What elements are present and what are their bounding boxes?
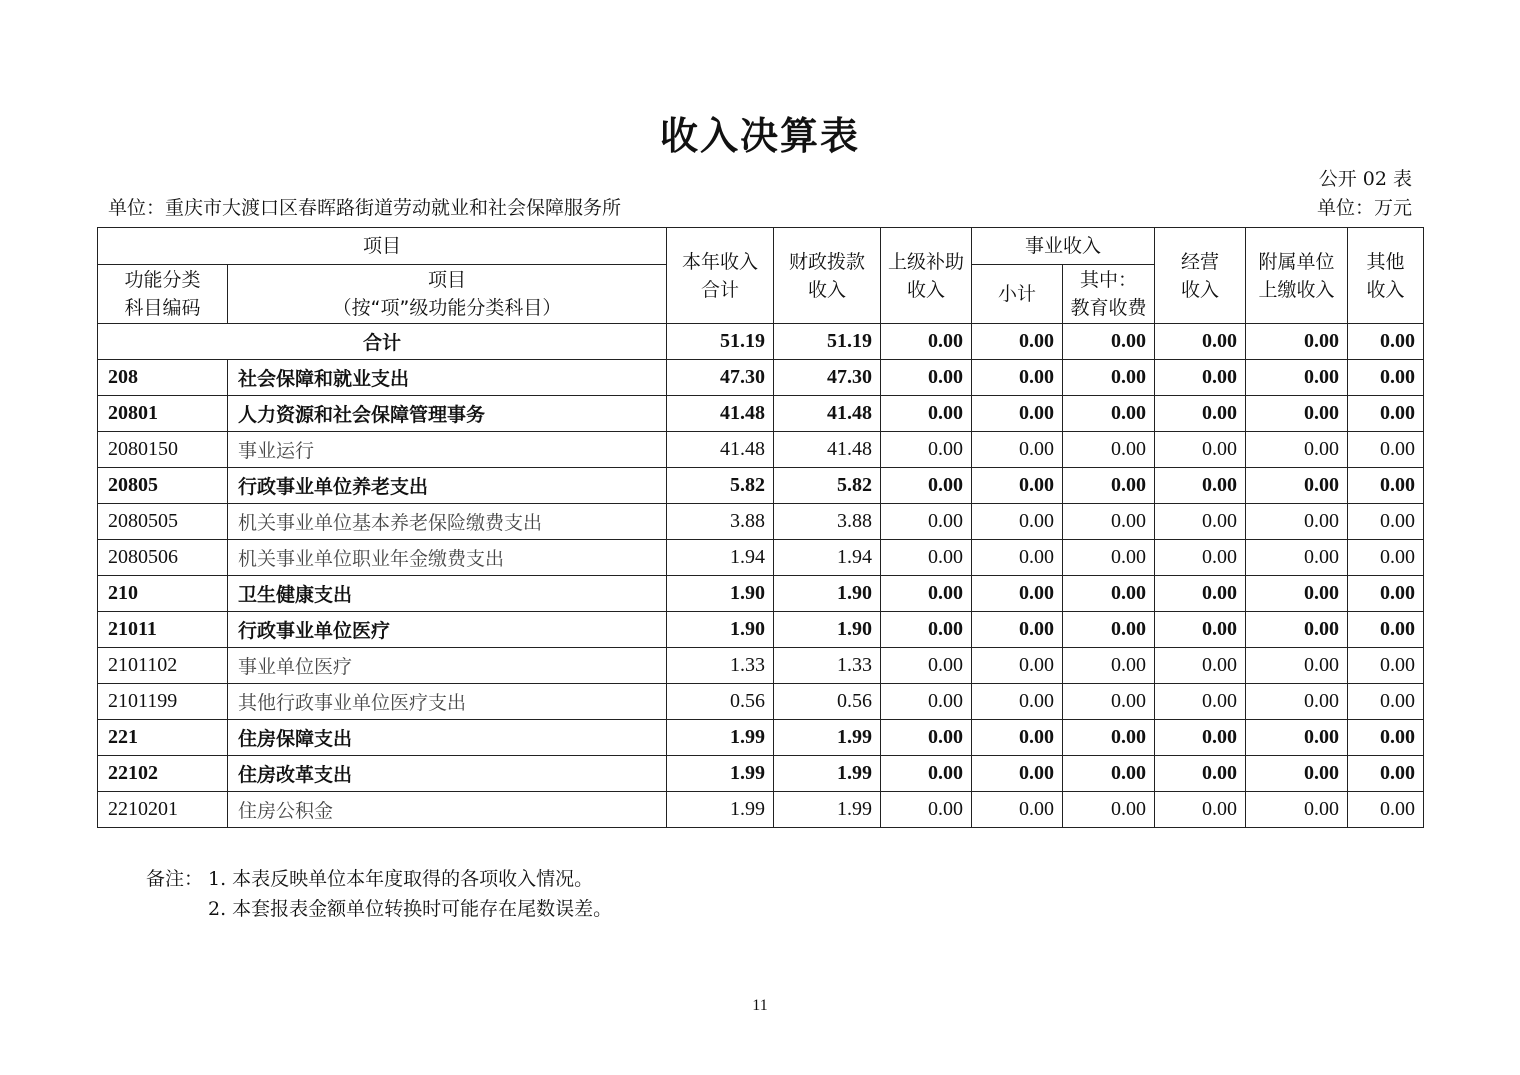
amount-cell: 0.00 — [972, 360, 1063, 396]
total-value: 0.00 — [1063, 324, 1155, 360]
header-business-subtotal: 小计 — [972, 265, 1063, 324]
amount-cell: 0.00 — [972, 504, 1063, 540]
amount-cell: 0.00 — [1063, 504, 1155, 540]
amount-cell: 0.00 — [1246, 540, 1348, 576]
page-number: 11 — [752, 997, 768, 1014]
amount-cell: 1.90 — [667, 612, 774, 648]
amount-cell: 47.30 — [774, 360, 881, 396]
total-value: 0.00 — [881, 324, 972, 360]
amount-cell: 0.00 — [972, 540, 1063, 576]
function-code: 2080505 — [98, 504, 228, 540]
amount-cell: 0.56 — [667, 684, 774, 720]
amount-cell: 0.00 — [972, 396, 1063, 432]
amount-cell: 0.00 — [1246, 792, 1348, 828]
amount-cell: 0.00 — [1246, 648, 1348, 684]
amount-cell: 0.00 — [1063, 720, 1155, 756]
function-code: 2080150 — [98, 432, 228, 468]
header-business-income: 事业收入 — [972, 228, 1155, 265]
amount-cell: 0.00 — [1063, 540, 1155, 576]
item-name: 行政事业单位医疗 — [228, 612, 667, 648]
amount-cell: 0.00 — [972, 612, 1063, 648]
amount-cell: 1.90 — [774, 576, 881, 612]
amount-cell: 0.00 — [1348, 396, 1424, 432]
notes — [146, 864, 612, 924]
amount-cell: 41.48 — [774, 396, 881, 432]
income-statement-table — [97, 227, 1424, 828]
amount-cell: 0.00 — [1246, 468, 1348, 504]
header-superior-subsidy: 上级补助 收入 — [881, 228, 972, 324]
amount-cell: 0.00 — [1063, 432, 1155, 468]
amount-cell: 0.00 — [1063, 396, 1155, 432]
amount-cell: 0.00 — [1063, 792, 1155, 828]
amount-cell: 0.00 — [881, 540, 972, 576]
amount-cell: 41.48 — [667, 396, 774, 432]
amount-cell: 0.00 — [881, 756, 972, 792]
amount-cell: 0.00 — [1348, 432, 1424, 468]
amount-cell: 0.00 — [1155, 612, 1246, 648]
form-number: 公开 02 表 — [1318, 168, 1412, 190]
amount-cell: 0.00 — [972, 648, 1063, 684]
amount-cell: 0.00 — [1348, 648, 1424, 684]
amount-cell: 0.00 — [1246, 576, 1348, 612]
item-name: 住房公积金 — [228, 792, 667, 828]
amount-cell: 0.00 — [1155, 576, 1246, 612]
amount-cell: 0.00 — [1155, 720, 1246, 756]
amount-cell: 0.00 — [1246, 360, 1348, 396]
total-value: 0.00 — [1246, 324, 1348, 360]
table-row — [98, 576, 1424, 612]
table-row — [98, 540, 1424, 576]
amount-cell: 0.00 — [881, 360, 972, 396]
amount-cell: 1.90 — [774, 612, 881, 648]
amount-cell: 0.00 — [881, 792, 972, 828]
amount-cell: 1.94 — [774, 540, 881, 576]
header-item-name: 项目 （按“项”级功能分类科目） — [228, 265, 667, 324]
amount-cell: 0.00 — [1246, 720, 1348, 756]
item-name: 住房改革支出 — [228, 756, 667, 792]
amount-cell: 0.00 — [1348, 576, 1424, 612]
reporting-unit: 单位：重庆市大渡口区春晖路街道劳动就业和社会保障服务所 — [108, 197, 622, 219]
header-project: 项目 — [98, 228, 667, 265]
note-item: 2. 本套报表金额单位转换时可能存在尾数误差。 — [208, 898, 613, 920]
amount-cell: 3.88 — [667, 504, 774, 540]
amount-cell: 0.00 — [1348, 468, 1424, 504]
amount-cell: 47.30 — [667, 360, 774, 396]
amount-cell: 0.00 — [1063, 360, 1155, 396]
function-code: 21011 — [98, 612, 228, 648]
table-row — [98, 720, 1424, 756]
table-row — [98, 756, 1424, 792]
amount-cell: 1.99 — [667, 720, 774, 756]
item-name: 事业运行 — [228, 432, 667, 468]
amount-cell: 0.00 — [1155, 396, 1246, 432]
header-affiliated-income: 附属单位 上缴收入 — [1246, 228, 1348, 324]
function-code: 221 — [98, 720, 228, 756]
amount-cell: 0.00 — [1155, 792, 1246, 828]
amount-cell: 0.00 — [972, 756, 1063, 792]
table-row — [98, 396, 1424, 432]
amount-cell: 0.00 — [1348, 720, 1424, 756]
function-code: 210 — [98, 576, 228, 612]
amount-cell: 0.00 — [881, 432, 972, 468]
currency-unit: 单位：万元 — [1316, 197, 1412, 219]
total-value: 0.00 — [1155, 324, 1246, 360]
amount-cell: 0.00 — [881, 648, 972, 684]
amount-cell: 0.00 — [881, 720, 972, 756]
total-value: 51.19 — [774, 324, 881, 360]
amount-cell: 0.00 — [881, 504, 972, 540]
function-code: 208 — [98, 360, 228, 396]
amount-cell: 0.00 — [1155, 684, 1246, 720]
header-education-fees: 其中： 教育收费 — [1063, 265, 1155, 324]
amount-cell: 0.00 — [881, 468, 972, 504]
header-total-income: 本年收入 合计 — [667, 228, 774, 324]
table-row — [98, 504, 1424, 540]
header-operating-income: 经营 收入 — [1155, 228, 1246, 324]
item-name: 事业单位医疗 — [228, 648, 667, 684]
item-name: 机关事业单位职业年金缴费支出 — [228, 540, 667, 576]
amount-cell: 0.00 — [972, 432, 1063, 468]
amount-cell: 0.00 — [972, 468, 1063, 504]
table-row — [98, 648, 1424, 684]
table-row — [98, 432, 1424, 468]
item-name: 其他行政事业单位医疗支出 — [228, 684, 667, 720]
amount-cell: 0.00 — [1155, 756, 1246, 792]
amount-cell: 1.90 — [667, 576, 774, 612]
function-code: 2210201 — [98, 792, 228, 828]
amount-cell: 5.82 — [774, 468, 881, 504]
amount-cell: 0.00 — [881, 396, 972, 432]
amount-cell: 0.00 — [1155, 540, 1246, 576]
amount-cell: 0.00 — [1246, 756, 1348, 792]
amount-cell: 0.00 — [972, 720, 1063, 756]
amount-cell: 0.00 — [1155, 432, 1246, 468]
header-other-income: 其他 收入 — [1348, 228, 1424, 324]
amount-cell: 0.00 — [1063, 468, 1155, 504]
function-code: 2101199 — [98, 684, 228, 720]
amount-cell: 0.00 — [1063, 756, 1155, 792]
amount-cell: 1.33 — [774, 648, 881, 684]
function-code: 22102 — [98, 756, 228, 792]
amount-cell: 0.00 — [972, 576, 1063, 612]
note-item: 1. 本表反映单位本年度取得的各项收入情况。 — [208, 868, 594, 890]
table-row — [98, 360, 1424, 396]
amount-cell: 0.00 — [972, 792, 1063, 828]
amount-cell: 0.00 — [1155, 504, 1246, 540]
header-fiscal-allocation: 财政拨款 收入 — [774, 228, 881, 324]
amount-cell: 0.00 — [1063, 648, 1155, 684]
item-name: 行政事业单位养老支出 — [228, 468, 667, 504]
amount-cell: 0.00 — [881, 612, 972, 648]
amount-cell: 0.00 — [1246, 504, 1348, 540]
total-value: 0.00 — [972, 324, 1063, 360]
item-name: 机关事业单位基本养老保险缴费支出 — [228, 504, 667, 540]
amount-cell: 0.56 — [774, 684, 881, 720]
amount-cell: 1.99 — [667, 792, 774, 828]
page-title: 收入决算表 — [659, 114, 860, 158]
header-function-code: 功能分类 科目编码 — [98, 265, 228, 324]
amount-cell: 0.00 — [1348, 756, 1424, 792]
amount-cell: 0.00 — [1348, 612, 1424, 648]
amount-cell: 1.99 — [774, 792, 881, 828]
item-name: 人力资源和社会保障管理事务 — [228, 396, 667, 432]
item-name: 卫生健康支出 — [228, 576, 667, 612]
amount-cell: 0.00 — [972, 684, 1063, 720]
function-code: 2080506 — [98, 540, 228, 576]
total-value: 51.19 — [667, 324, 774, 360]
function-code: 20805 — [98, 468, 228, 504]
amount-cell: 0.00 — [1348, 792, 1424, 828]
amount-cell: 1.99 — [667, 756, 774, 792]
amount-cell: 3.88 — [774, 504, 881, 540]
table-row — [98, 612, 1424, 648]
amount-cell: 0.00 — [1348, 540, 1424, 576]
total-label: 合计 — [98, 324, 667, 360]
table-row — [98, 684, 1424, 720]
amount-cell: 0.00 — [881, 576, 972, 612]
table-row — [98, 468, 1424, 504]
amount-cell: 1.99 — [774, 720, 881, 756]
amount-cell: 0.00 — [1348, 504, 1424, 540]
function-code: 20801 — [98, 396, 228, 432]
function-code: 2101102 — [98, 648, 228, 684]
amount-cell: 0.00 — [1348, 360, 1424, 396]
amount-cell: 0.00 — [1063, 684, 1155, 720]
item-name: 住房保障支出 — [228, 720, 667, 756]
amount-cell: 0.00 — [1246, 432, 1348, 468]
total-row — [98, 324, 1424, 360]
item-name: 社会保障和就业支出 — [228, 360, 667, 396]
amount-cell: 0.00 — [1155, 648, 1246, 684]
amount-cell: 0.00 — [1246, 612, 1348, 648]
amount-cell: 5.82 — [667, 468, 774, 504]
amount-cell: 41.48 — [667, 432, 774, 468]
amount-cell: 0.00 — [1063, 576, 1155, 612]
total-value: 0.00 — [1348, 324, 1424, 360]
amount-cell: 1.94 — [667, 540, 774, 576]
amount-cell: 0.00 — [1063, 612, 1155, 648]
amount-cell: 0.00 — [1246, 684, 1348, 720]
amount-cell: 0.00 — [1155, 360, 1246, 396]
amount-cell: 0.00 — [1155, 468, 1246, 504]
amount-cell: 0.00 — [1246, 396, 1348, 432]
amount-cell: 0.00 — [881, 684, 972, 720]
notes-label: 备注： — [146, 868, 204, 890]
amount-cell: 0.00 — [1348, 684, 1424, 720]
amount-cell: 1.99 — [774, 756, 881, 792]
amount-cell: 41.48 — [774, 432, 881, 468]
amount-cell: 1.33 — [667, 648, 774, 684]
table-row — [98, 792, 1424, 828]
